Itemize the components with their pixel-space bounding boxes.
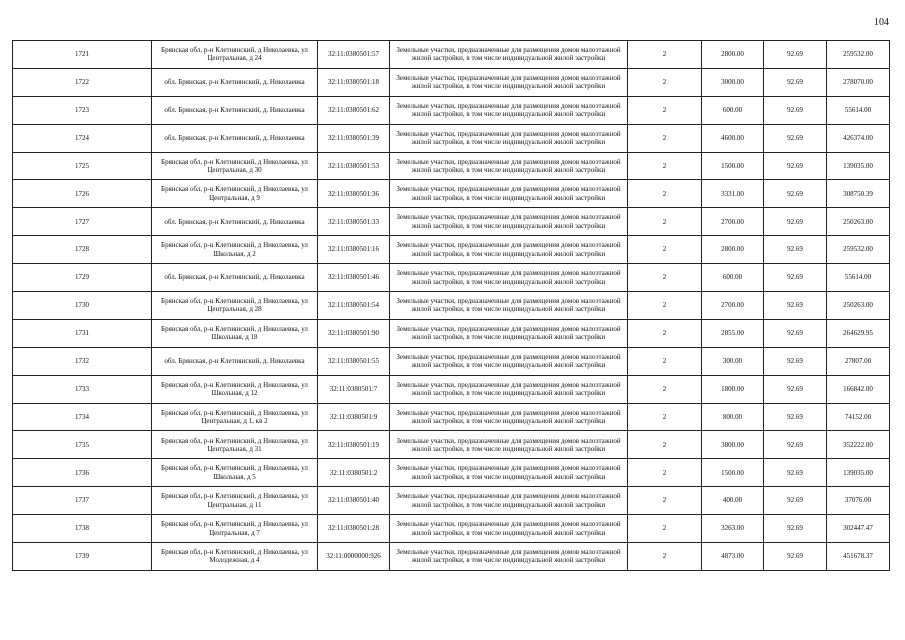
group-code-cell: 2 [628,124,702,152]
table-body [13,41,890,571]
address-cell: Брянская обл, р-н Клетнянский, д Николаевка, ул Центральная, д 7 [152,515,318,543]
row-number: 1728 [13,236,152,264]
cadastral-number-cell: 32:11:0380501:39 [318,124,390,152]
area-cell: 800.00 [702,403,764,431]
row-number: 1722 [13,68,152,96]
area-cell: 2700.00 [702,292,764,320]
row-number: 1738 [13,515,152,543]
group-code-cell: 2 [628,459,702,487]
table-row [13,347,890,375]
address-cell: Брянская обл, р-н Клетнянский, д Николаевка, ул Школьная, д 12 [152,375,318,403]
table-row [13,68,890,96]
area-cell: 4600.00 [702,124,764,152]
group-code-cell: 2 [628,41,702,69]
specific-value-cell: 92.69 [764,264,827,292]
address-cell: обл. Брянская, р-н Клетнянский, д. Николаевка [152,68,318,96]
row-number: 1723 [13,96,152,124]
table-row [13,292,890,320]
cadastral-number-cell: 32:11:0380501:36 [318,180,390,208]
table-row [13,152,890,180]
cadastral-value-cell: 278070.00 [827,68,890,96]
specific-value-cell: 92.69 [764,292,827,320]
address-cell: Брянская обл, р-н Клетнянский, д Николаевка, ул Центральная, д 30 [152,152,318,180]
address-cell: Брянская обл, р-н Клетнянский, д Николаевка, ул Центральная, д 9 [152,180,318,208]
specific-value-cell: 92.69 [764,68,827,96]
cadastral-number-cell: 32:11:0380501:28 [318,515,390,543]
cadastral-value-cell: 139035.00 [827,459,890,487]
specific-value-cell: 92.69 [764,347,827,375]
cadastral-value-cell: 250263.00 [827,208,890,236]
cadastral-value-cell: 308750.39 [827,180,890,208]
group-code-cell: 2 [628,96,702,124]
address-cell: Брянская обл, р-н Клетнянский, д Николаевка, ул Школьная, д 2 [152,236,318,264]
row-number: 1729 [13,264,152,292]
cadastral-value-cell: 352222.00 [827,431,890,459]
table-row [13,459,890,487]
table-row [13,431,890,459]
group-code-cell: 2 [628,487,702,515]
land-use-cell: Земельные участки, предназначенные для размещения домов малоэтажной жилой застройки, в том числе индивидуальной жилой застройки [390,459,628,487]
land-use-cell: Земельные участки, предназначенные для размещения домов малоэтажной жилой застройки, в том числе индивидуальной жилой застройки [390,180,628,208]
row-number: 1733 [13,375,152,403]
cadastral-value-cell: 259532.00 [827,41,890,69]
cadastral-value-cell: 37076.00 [827,487,890,515]
table-row [13,515,890,543]
cadastral-number-cell: 32:11:0380501:57 [318,41,390,69]
row-number: 1724 [13,124,152,152]
table-row [13,41,890,69]
table-row [13,319,890,347]
group-code-cell: 2 [628,264,702,292]
group-code-cell: 2 [628,375,702,403]
table-row [13,543,890,571]
cadastral-value-cell: 55614.00 [827,264,890,292]
group-code-cell: 2 [628,515,702,543]
row-number: 1739 [13,543,152,571]
area-cell: 2800.00 [702,236,764,264]
cadastral-number-cell: 32:11:0380501:46 [318,264,390,292]
row-number: 1727 [13,208,152,236]
address-cell: Брянская обл, р-н Клетнянский, д Николаевка, ул Центральная, д 24 [152,41,318,69]
cadastral-value-cell: 139035.00 [827,152,890,180]
cadastral-number-cell: 32:11:0380501:33 [318,208,390,236]
cadastral-number-cell: 32:11:0380501:9 [318,403,390,431]
row-number: 1734 [13,403,152,431]
address-cell: Брянская обл, р-н Клетнянский, д Николаевка, ул Центральная, д 28 [152,292,318,320]
cadastral-number-cell: 32:11:0000000:926 [318,543,390,571]
cadastral-number-cell: 32:11:0380501:7 [318,375,390,403]
address-cell: обл. Брянская, р-н Клетнянский, д. Николаевка [152,208,318,236]
row-number: 1732 [13,347,152,375]
specific-value-cell: 92.69 [764,487,827,515]
area-cell: 3800.00 [702,431,764,459]
cadastral-value-cell: 166842.00 [827,375,890,403]
specific-value-cell: 92.69 [764,403,827,431]
land-use-cell: Земельные участки, предназначенные для размещения домов малоэтажной жилой застройки, в том числе индивидуальной жилой застройки [390,264,628,292]
specific-value-cell: 92.69 [764,459,827,487]
group-code-cell: 2 [628,152,702,180]
area-cell: 2800.00 [702,41,764,69]
area-cell: 3263.00 [702,515,764,543]
specific-value-cell: 92.69 [764,124,827,152]
area-cell: 300.00 [702,347,764,375]
area-cell: 3000.00 [702,68,764,96]
area-cell: 2855.00 [702,319,764,347]
group-code-cell: 2 [628,543,702,571]
group-code-cell: 2 [628,319,702,347]
area-cell: 2700.00 [702,208,764,236]
cadastral-number-cell: 32:11:0380501:90 [318,319,390,347]
group-code-cell: 2 [628,208,702,236]
cadastral-value-cell: 55614.00 [827,96,890,124]
cadastral-number-cell: 32:11:0380501:55 [318,347,390,375]
area-cell: 1500.00 [702,152,764,180]
cadastral-value-table [12,40,890,571]
address-cell: обл. Брянская, р-н Клетнянский, д. Николаевка [152,347,318,375]
cadastral-value-cell: 250263.00 [827,292,890,320]
table-row [13,264,890,292]
group-code-cell: 2 [628,292,702,320]
specific-value-cell: 92.69 [764,236,827,264]
table-row [13,180,890,208]
table-row [13,375,890,403]
cadastral-number-cell: 32:11:0380501:16 [318,236,390,264]
group-code-cell: 2 [628,236,702,264]
cadastral-number-cell: 32:11:0380501:19 [318,431,390,459]
land-use-cell: Земельные участки, предназначенные для размещения домов малоэтажной жилой застройки, в том числе индивидуальной жилой застройки [390,208,628,236]
land-use-cell: Земельные участки, предназначенные для размещения домов малоэтажной жилой застройки, в том числе индивидуальной жилой застройки [390,431,628,459]
specific-value-cell: 92.69 [764,431,827,459]
land-use-cell: Земельные участки, предназначенные для размещения домов малоэтажной жилой застройки, в том числе индивидуальной жилой застройки [390,319,628,347]
row-number: 1730 [13,292,152,320]
table-row [13,403,890,431]
specific-value-cell: 92.69 [764,152,827,180]
row-number: 1736 [13,459,152,487]
specific-value-cell: 92.69 [764,543,827,571]
specific-value-cell: 92.69 [764,208,827,236]
specific-value-cell: 92.69 [764,515,827,543]
row-number: 1721 [13,41,152,69]
specific-value-cell: 92.69 [764,41,827,69]
table-row [13,96,890,124]
land-use-cell: Земельные участки, предназначенные для размещения домов малоэтажной жилой застройки, в том числе индивидуальной жилой застройки [390,515,628,543]
row-number: 1731 [13,319,152,347]
group-code-cell: 2 [628,347,702,375]
cadastral-number-cell: 32:11:0380501:2 [318,459,390,487]
land-use-cell: Земельные участки, предназначенные для размещения домов малоэтажной жилой застройки, в том числе индивидуальной жилой застройки [390,124,628,152]
address-cell: Брянская обл, р-н Клетнянский, д Николаевка, ул Центральная, д 11 [152,487,318,515]
cadastral-number-cell: 32:11:0380501:40 [318,487,390,515]
area-cell: 600.00 [702,264,764,292]
group-code-cell: 2 [628,403,702,431]
address-cell: Брянская обл, р-н Клетнянский, д Николаевка, ул Центральная, д 1, кв 2 [152,403,318,431]
group-code-cell: 2 [628,68,702,96]
specific-value-cell: 92.69 [764,319,827,347]
address-cell: обл. Брянская, р-н Клетнянский, д. Николаевка [152,96,318,124]
cadastral-number-cell: 32:11:0380501:18 [318,68,390,96]
specific-value-cell: 92.69 [764,96,827,124]
land-use-cell: Земельные участки, предназначенные для размещения домов малоэтажной жилой застройки, в том числе индивидуальной жилой застройки [390,41,628,69]
land-use-cell: Земельные участки, предназначенные для размещения домов малоэтажной жилой застройки, в том числе индивидуальной жилой застройки [390,375,628,403]
area-cell: 600.00 [702,96,764,124]
land-use-cell: Земельные участки, предназначенные для размещения домов малоэтажной жилой застройки, в том числе индивидуальной жилой застройки [390,152,628,180]
address-cell: Брянская обл, р-н Клетнянский, д Николаевка, ул Центральная, д 31 [152,431,318,459]
table-row [13,487,890,515]
page-number: 104 [874,17,889,28]
row-number: 1726 [13,180,152,208]
cadastral-value-cell: 264629.95 [827,319,890,347]
address-cell: обл. Брянская, р-н Клетнянский, д. Николаевка [152,264,318,292]
cadastral-number-cell: 32:11:0380501:62 [318,96,390,124]
area-cell: 1800.00 [702,375,764,403]
cadastral-value-cell: 74152.00 [827,403,890,431]
land-use-cell: Земельные участки, предназначенные для размещения домов малоэтажной жилой застройки, в том числе индивидуальной жилой застройки [390,96,628,124]
table-row [13,208,890,236]
land-use-cell: Земельные участки, предназначенные для размещения домов малоэтажной жилой застройки, в том числе индивидуальной жилой застройки [390,292,628,320]
cadastral-number-cell: 32:11:0380501:54 [318,292,390,320]
group-code-cell: 2 [628,180,702,208]
specific-value-cell: 92.69 [764,180,827,208]
area-cell: 3331.00 [702,180,764,208]
cadastral-value-cell: 302447.47 [827,515,890,543]
group-code-cell: 2 [628,431,702,459]
land-use-cell: Земельные участки, предназначенные для размещения домов малоэтажной жилой застройки, в том числе индивидуальной жилой застройки [390,347,628,375]
row-number: 1725 [13,152,152,180]
land-use-cell: Земельные участки, предназначенные для размещения домов малоэтажной жилой застройки, в том числе индивидуальной жилой застройки [390,543,628,571]
land-use-cell: Земельные участки, предназначенные для размещения домов малоэтажной жилой застройки, в том числе индивидуальной жилой застройки [390,487,628,515]
row-number: 1735 [13,431,152,459]
address-cell: Брянская обл, р-н Клетнянский, д Николаевка, ул Школьная, д 5 [152,459,318,487]
land-use-cell: Земельные участки, предназначенные для размещения домов малоэтажной жилой застройки, в том числе индивидуальной жилой застройки [390,236,628,264]
cadastral-value-cell: 259532.00 [827,236,890,264]
cadastral-value-cell: 426374.00 [827,124,890,152]
table-row [13,124,890,152]
cadastral-number-cell: 32:11:0380501:53 [318,152,390,180]
area-cell: 4873.00 [702,543,764,571]
row-number: 1737 [13,487,152,515]
address-cell: Брянская обл, р-н Клетнянский, д Николаевка, ул Молодежная, д 4 [152,543,318,571]
area-cell: 400.00 [702,487,764,515]
cadastral-value-cell: 451678.37 [827,543,890,571]
area-cell: 1500.00 [702,459,764,487]
table-row [13,236,890,264]
specific-value-cell: 92.69 [764,375,827,403]
address-cell: Брянская обл, р-н Клетнянский, д Николаевка, ул Школьная, д 18 [152,319,318,347]
cadastral-value-cell: 27807.00 [827,347,890,375]
address-cell: обл. Брянская, р-н Клетнянский, д. Николаевка [152,124,318,152]
land-use-cell: Земельные участки, предназначенные для размещения домов малоэтажной жилой застройки, в том числе индивидуальной жилой застройки [390,68,628,96]
land-use-cell: Земельные участки, предназначенные для размещения домов малоэтажной жилой застройки, в том числе индивидуальной жилой застройки [390,403,628,431]
